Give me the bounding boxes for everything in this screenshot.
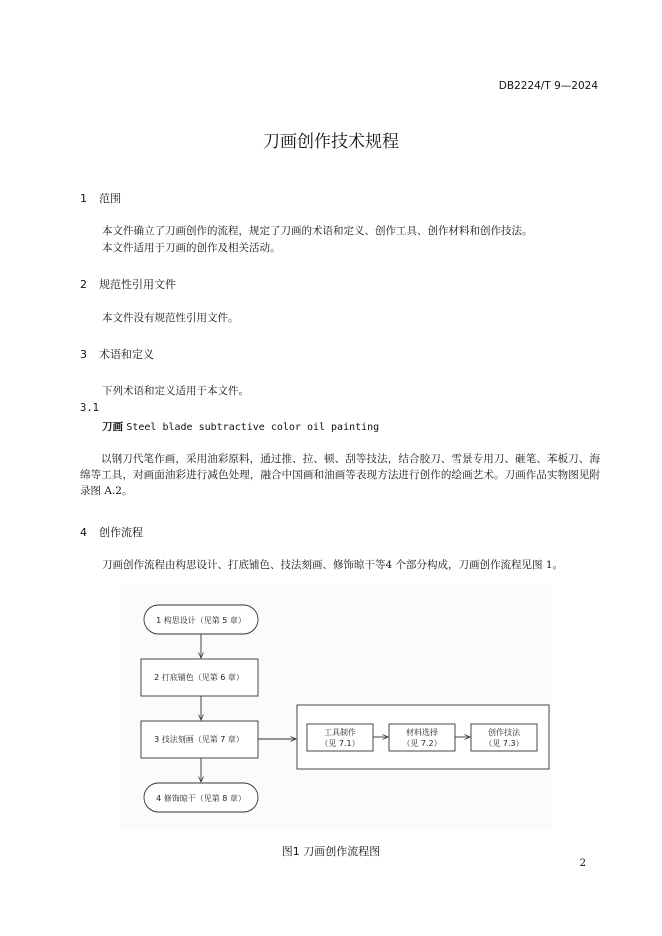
sub-step-1-label: 工具制作 — [324, 728, 356, 737]
term-english: Steel blade subtractive color oil painting — [126, 422, 380, 433]
section-heading-2 — [80, 276, 176, 292]
flow-step-4-label: 4 修饰晾干（见第 8 章） — [156, 794, 246, 803]
sub-step-2-ref: （见 7.2） — [402, 739, 442, 748]
paragraph: 本文件没有规范性引用文件。 — [102, 312, 239, 324]
flowchart-figure — [120, 585, 552, 830]
paragraph: 本文件确立了刀画创作的流程，规定了刀画的术语和定义、创作工具、创作材料和创作技法。 — [102, 225, 533, 237]
section-title: 规范性引用文件 — [99, 278, 176, 291]
sub-step-2-label: 材料选择 — [406, 728, 438, 737]
paragraph: 下列术语和定义适用于本文件。 — [102, 385, 249, 397]
page-number: 2 — [579, 858, 586, 869]
paragraph: 刀画创作流程由构思设计、打底铺色、技法刻画、修饰晾干等4 个部分构成，刀画创作流程见图 1。 — [102, 559, 564, 571]
standard-code: DB2224/T 9—2024 — [498, 80, 598, 92]
document-title: 刀画创作技术规程 — [263, 132, 399, 152]
sub-step-3-label: 创作技法 — [488, 728, 520, 737]
term-definition: 以钢刀代笔作画，采用油彩原料，通过推、拉、顿、刮等技法，结合胶刀、雪景专用刀、砸笔、苯板刀、海绵等工具，对画面油彩进行减色处理，融合中国画和油画等表现方法进行创作的绘画艺术。刀画作品实物图见附录图 A.2。 — [80, 453, 600, 497]
paragraph: 本文件适用于刀画的创作及相关活动。 — [102, 242, 281, 254]
term-number: 3.1 — [80, 402, 99, 414]
section-title: 创作流程 — [99, 526, 143, 539]
section-heading-4 — [80, 524, 143, 540]
section-number: 3 — [80, 348, 87, 361]
section-title: 范围 — [99, 192, 121, 205]
section-number: 1 — [80, 192, 87, 205]
section-number: 4 — [80, 526, 87, 539]
term-name: 刀画 — [102, 421, 123, 433]
flow-step-3-label: 3 技法刻画（见第 7 章） — [154, 735, 244, 744]
flow-step-1-label: 1 构思设计（见第 5 章） — [156, 616, 246, 625]
sub-step-3-ref: （见 7.3） — [484, 739, 524, 748]
section-heading-3 — [80, 346, 154, 362]
flowchart-diagram — [120, 585, 552, 830]
section-number: 2 — [80, 278, 87, 291]
figure-caption: 图1 刀画创作流程图 — [281, 845, 381, 858]
sub-step-1-ref: （见 7.1） — [320, 739, 360, 748]
term-entry — [102, 419, 379, 434]
section-title: 术语和定义 — [99, 348, 154, 361]
section-heading-1 — [80, 190, 121, 206]
flow-step-2-label: 2 打底铺色（见第 6 章） — [154, 673, 244, 682]
